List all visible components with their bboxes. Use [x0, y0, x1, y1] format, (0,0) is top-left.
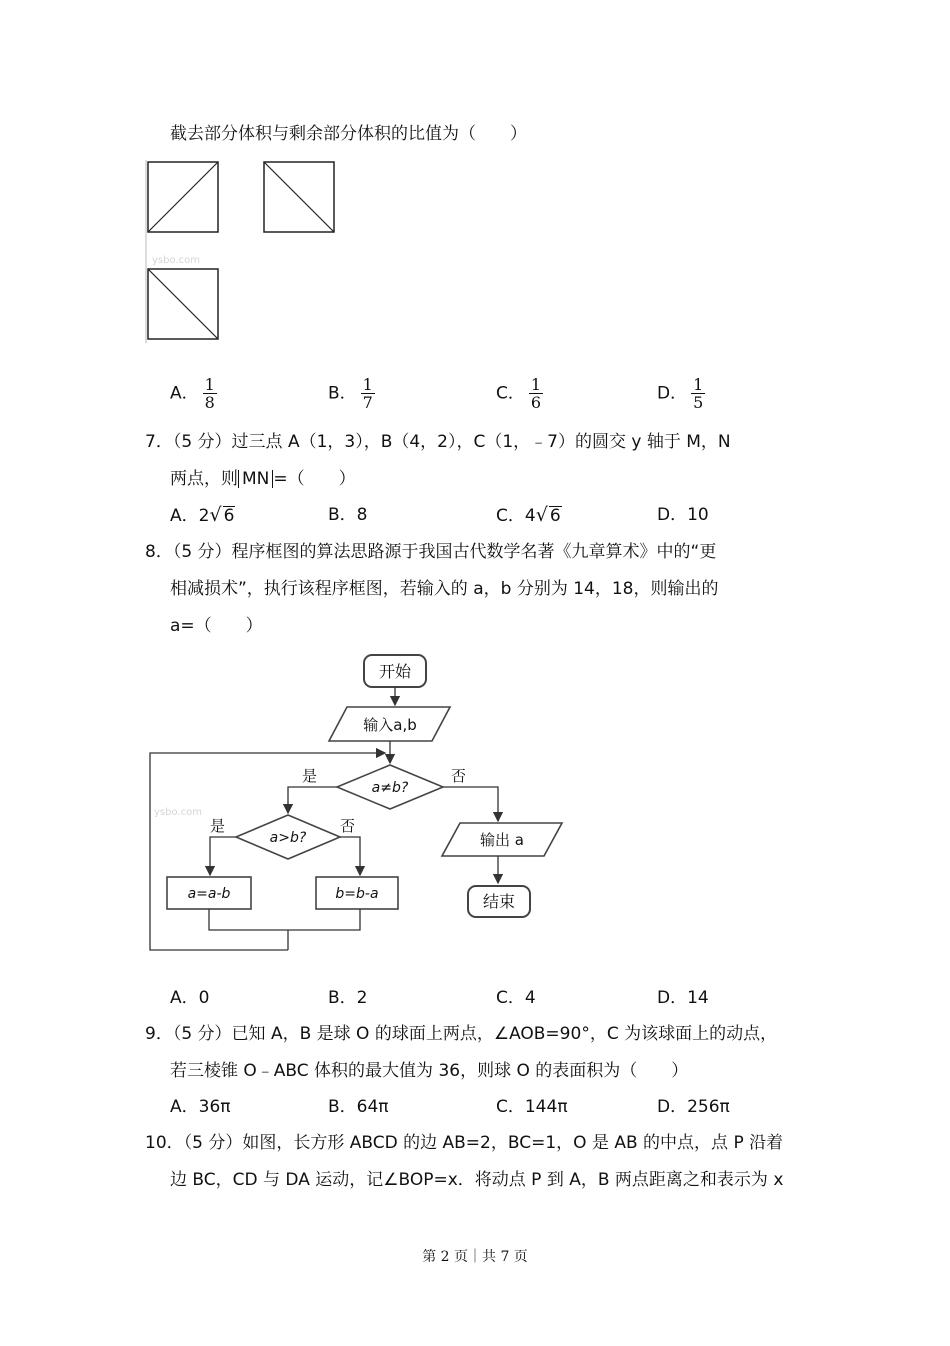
q9-line2: 若三棱锥 O﹣ABC 体积的最大值为 36，则球 O 的表面积为（ ） [170, 1061, 689, 1081]
top-view [148, 269, 218, 339]
q6-option-b: B． $\frac{1}{7}$ [328, 375, 373, 412]
label-no-2: 否 [340, 817, 356, 835]
q6-option-d: D． $\frac{1}{5}$ [657, 375, 704, 412]
condition-a-gt-b [236, 815, 340, 859]
label-no-1: 否 [451, 767, 467, 785]
svg-text:a=a-b: a=a-b [187, 886, 231, 902]
svg-text:开始: 开始 [378, 662, 412, 681]
page-footer: 第 2 页｜共 7 页 [422, 1249, 528, 1265]
q6-text: 截去部分体积与剩余部分体积的比值为（ ） [170, 124, 527, 144]
q7-option-d: D．10 [657, 505, 709, 525]
label-yes-1: 是 [302, 767, 318, 785]
input-node [329, 707, 450, 741]
start-node [364, 655, 426, 687]
assign-a-node [167, 877, 251, 909]
svg-text:b=b-a: b=b-a [335, 886, 379, 902]
output-node [442, 823, 562, 856]
q6-option-a: A． $\frac{1}{8}$ [170, 375, 215, 412]
q8-line2: 相减损术”，执行该程序框图，若输入的 a，b 分别为 14，18，则输出的 [170, 579, 719, 599]
q7-option-c: C．4√ 6 [496, 504, 561, 526]
q8-option-a: A．0 [170, 988, 210, 1008]
svg-text:a>b?: a>b? [269, 830, 307, 846]
front-view [148, 162, 218, 232]
q8-line3: a=（ ） [170, 616, 263, 636]
three-views-figure [140, 155, 350, 350]
q9-option-a: A．36π [170, 1097, 231, 1117]
svg-text:输出 a: 输出 a [480, 831, 524, 849]
q9-line1: 9．（5 分）已知 A，B 是球 O 的球面上两点，∠AOB=90°，C 为该球面上的动点， [145, 1024, 778, 1044]
flowchart [140, 645, 580, 960]
q6-option-c: C． $\frac{1}{6}$ [496, 375, 542, 412]
svg-text:结束: 结束 [482, 892, 516, 911]
q8-option-c: C．4 [496, 988, 536, 1008]
end-node [468, 886, 530, 917]
assign-b-node [316, 877, 398, 909]
condition-a-neq-b [337, 765, 443, 809]
q10-line2: 边 BC，CD 与 DA 运动，记∠BOP=x．将动点 P 到 A，B 两点距离之和表示为 x [170, 1170, 784, 1190]
q9-option-d: D．256π [657, 1097, 730, 1117]
q7-line2: 两点，则 MN =（ ） [170, 469, 356, 489]
q10-line1: 10．（5 分）如图，长方形 ABCD 的边 AB=2，BC=1，O 是 AB 的中点，点 P 沿着 [145, 1133, 784, 1153]
svg-text:输入a,b: 输入a,b [363, 716, 417, 734]
q7-option-b: B．8 [328, 505, 368, 525]
label-yes-2: 是 [210, 817, 226, 835]
watermark: ysbo.com [152, 255, 200, 266]
q8-line1: 8．（5 分）程序框图的算法思路源于我国古代数学名著《九章算术》中的“更 [145, 542, 717, 562]
svg-text:a≠b?: a≠b? [371, 780, 409, 796]
q7-option-a: A．2√ 6 [170, 504, 235, 526]
q9-option-b: B．64π [328, 1097, 389, 1117]
q9-option-c: C．144π [496, 1097, 568, 1117]
q8-option-d: D．14 [657, 988, 709, 1008]
q8-option-b: B．2 [328, 988, 368, 1008]
side-view [264, 162, 334, 232]
watermark: ysbo.com [154, 807, 202, 818]
q7-line1: 7．（5 分）过三点 A（1，3），B（4，2），C（1，﹣7）的圆交 y 轴于 M，N [145, 432, 731, 452]
